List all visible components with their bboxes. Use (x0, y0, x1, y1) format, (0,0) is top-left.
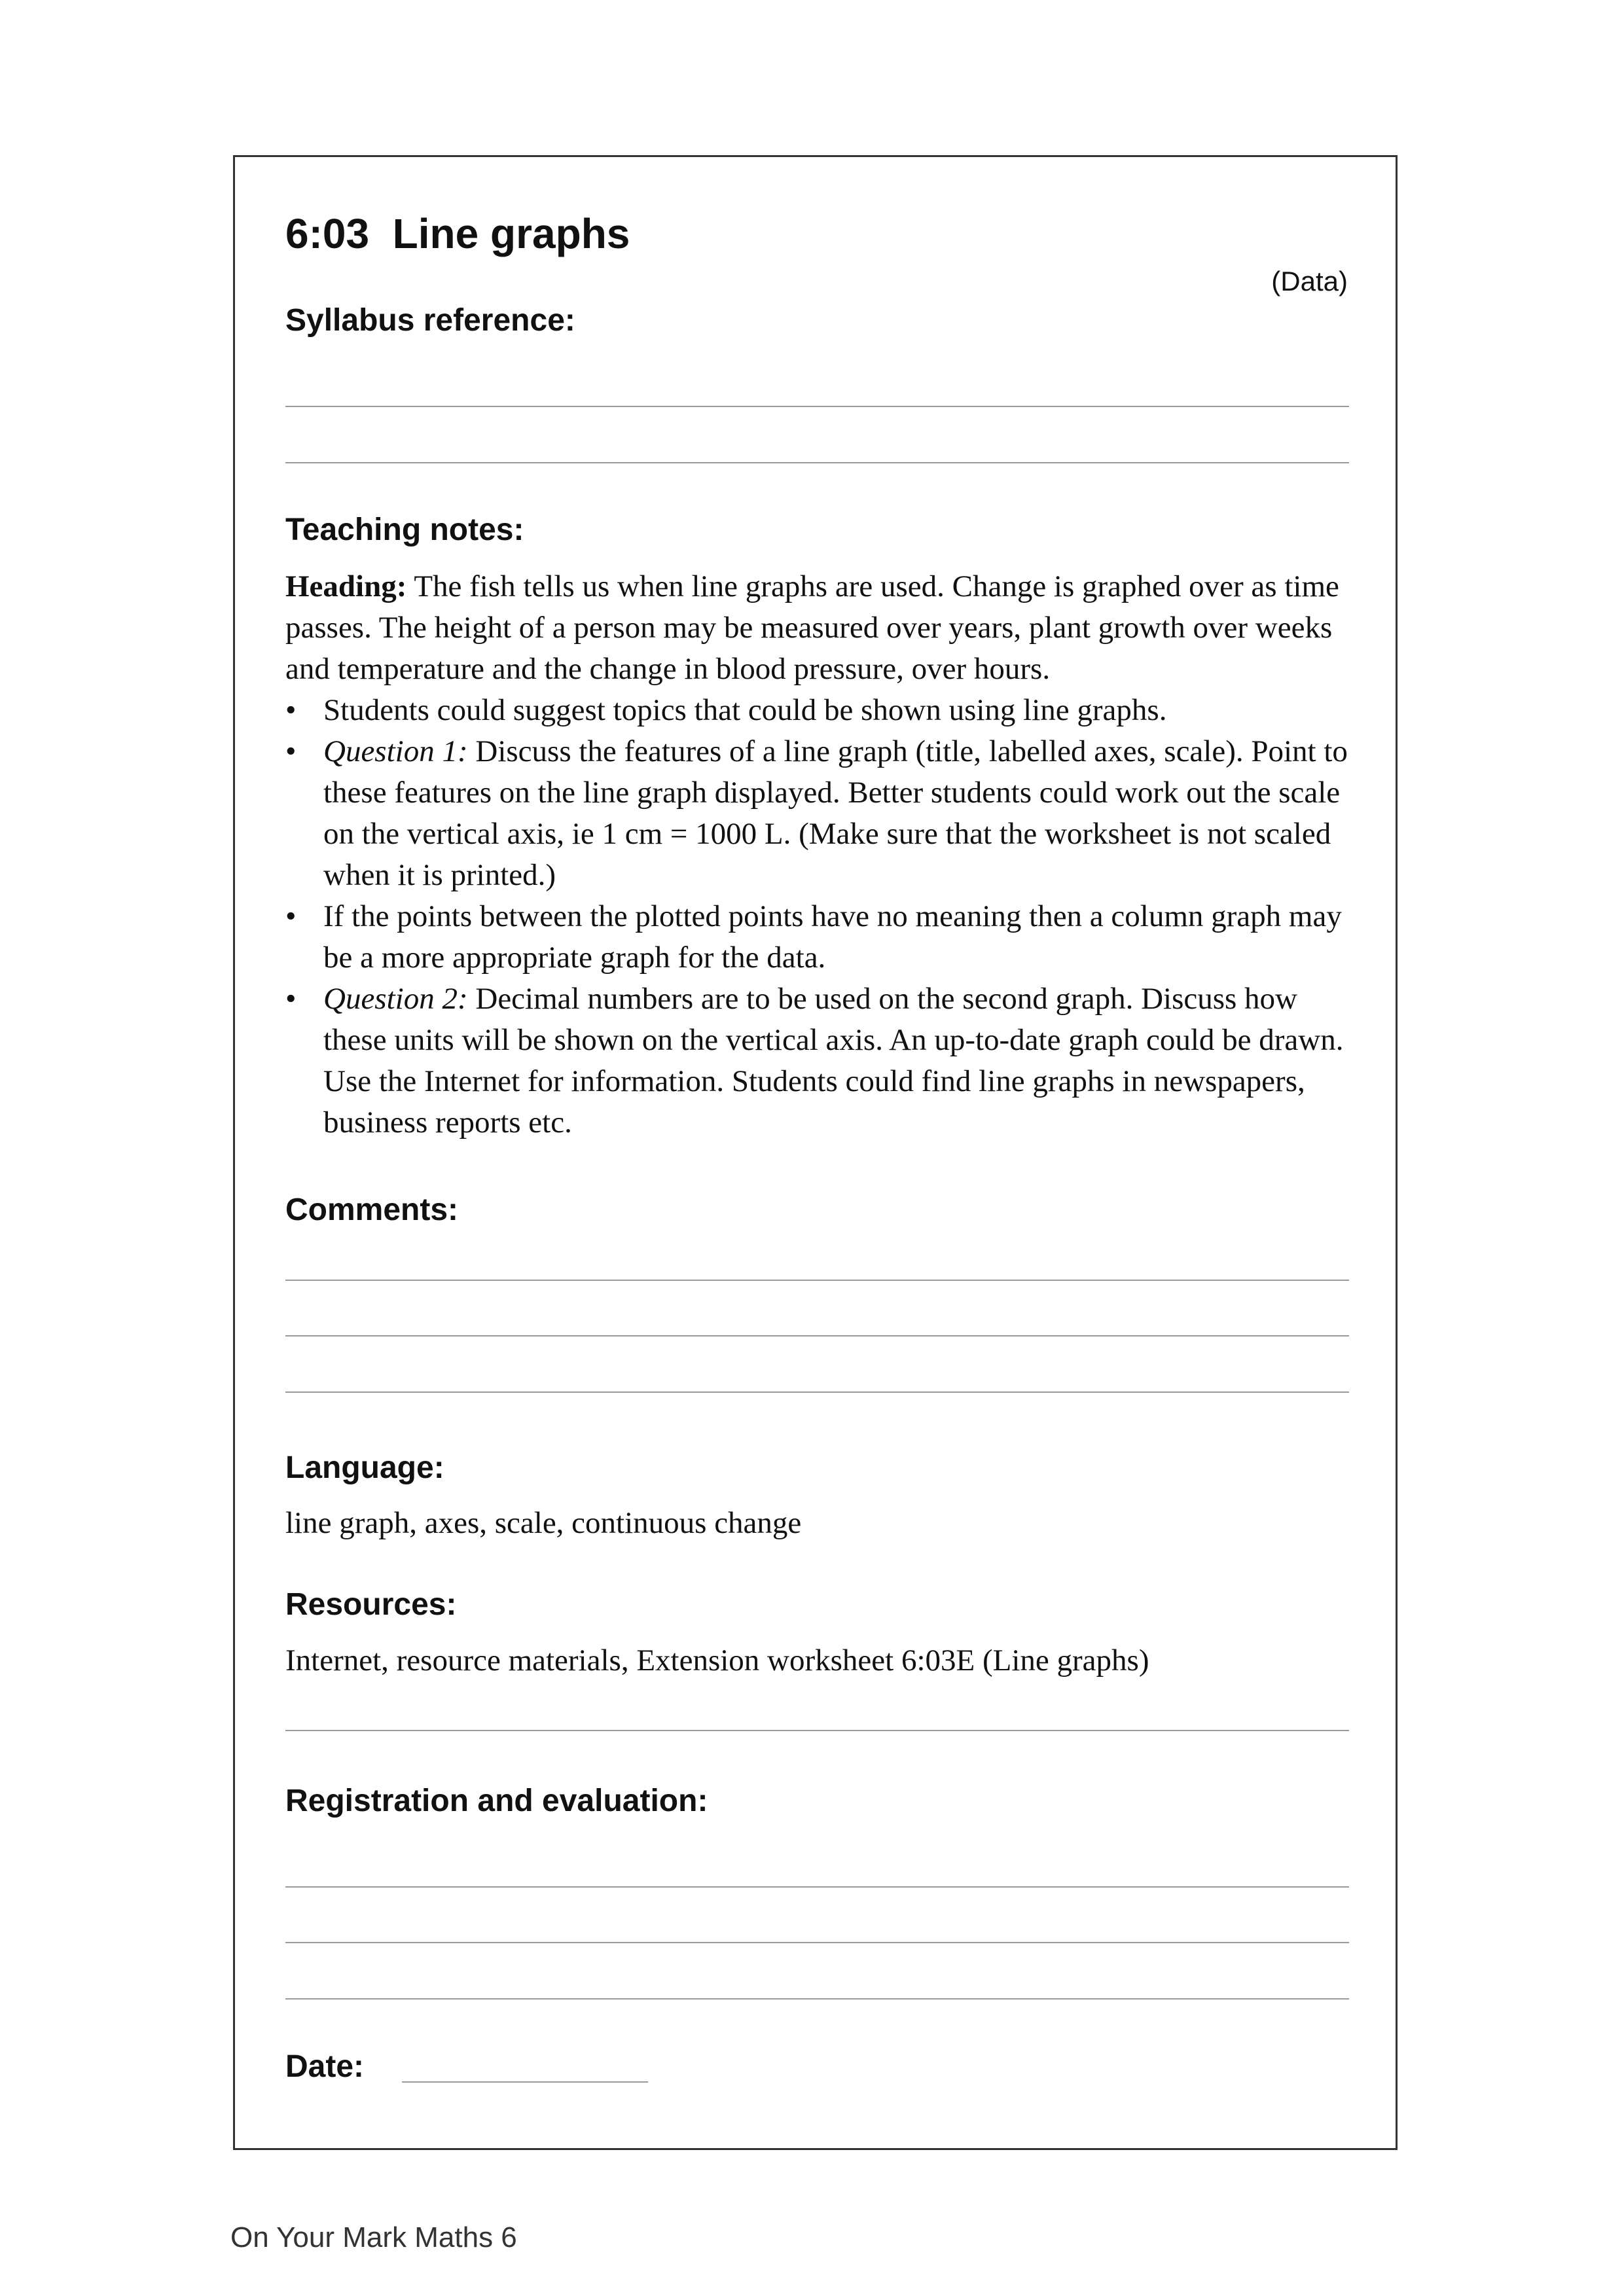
page-footer: On Your Mark Maths 6 (230, 2221, 517, 2253)
bullet-icon: • (285, 982, 297, 1016)
comments-heading: Comments: (285, 1193, 459, 1227)
registration-line-2 (285, 1942, 1349, 1943)
bullet-text: If the points between the plotted points have no meaning then a column graph may be a more appropriate graph for the data. (323, 899, 1342, 975)
bullet-icon: • (285, 734, 297, 768)
list-item (285, 731, 1359, 896)
resources-text: Internet, resource materials, Extension worksheet 6:03E (Line graphs) (285, 1643, 1149, 1677)
bullet-icon: • (285, 899, 297, 933)
teaching-notes-heading: Teaching notes: (285, 512, 524, 547)
date-label: Date: (285, 2049, 365, 2084)
registration-heading: Registration and evaluation: (285, 1784, 708, 1818)
syllabus-line-1 (285, 406, 1349, 407)
category-label: (Data) (1271, 266, 1348, 296)
list-item (285, 978, 1359, 1143)
intro-label: Heading: (285, 569, 407, 603)
comments-line-3 (285, 1391, 1349, 1393)
bullet-text: Decimal numbers are to be used on the second graph. Discuss how these units will be shown on the vertical axis. An up-to-date graph could be drawn. Use the Internet for information. Students could find line graphs in newspapers, business reports etc. (323, 982, 1344, 1139)
bullet-icon: • (285, 693, 297, 727)
bullet-lead: Question 1: (323, 734, 468, 768)
resources-heading: Resources: (285, 1587, 457, 1622)
bullet-text: Students could suggest topics that could be shown using line graphs. (323, 693, 1167, 727)
teaching-notes-intro (285, 566, 1359, 690)
comments-line-1 (285, 1280, 1349, 1281)
registration-line-1 (285, 1886, 1349, 1888)
registration-line-3 (285, 1998, 1349, 2000)
worksheet-frame (233, 155, 1398, 2150)
language-text: line graph, axes, scale, continuous change (285, 1506, 802, 1540)
teaching-notes-list (285, 690, 1359, 1143)
list-item (285, 896, 1359, 978)
comments-line-2 (285, 1335, 1349, 1336)
language-heading: Language: (285, 1450, 444, 1485)
worksheet-title: 6:03 Line graphs (285, 210, 630, 257)
list-item (285, 690, 1359, 731)
date-line (402, 2081, 648, 2083)
resources-line (285, 1730, 1349, 1731)
bullet-lead: Question 2: (323, 982, 468, 1016)
syllabus-line-2 (285, 462, 1349, 463)
intro-text: The fish tells us when line graphs are used. Change is graphed over as time passes. The height of a person may be measured over years, plant growth over weeks and temperature and the change in blood pressure, over hours. (285, 569, 1339, 686)
bullet-text: Discuss the features of a line graph (title, labelled axes, scale). Point to these features on the line graph displayed. Better students could work out the scale on the vertical axis, ie 1 cm = 1000 L. (Make sure that the worksheet is not scaled when it is printed.) (323, 734, 1348, 892)
syllabus-heading: Syllabus reference: (285, 303, 575, 338)
